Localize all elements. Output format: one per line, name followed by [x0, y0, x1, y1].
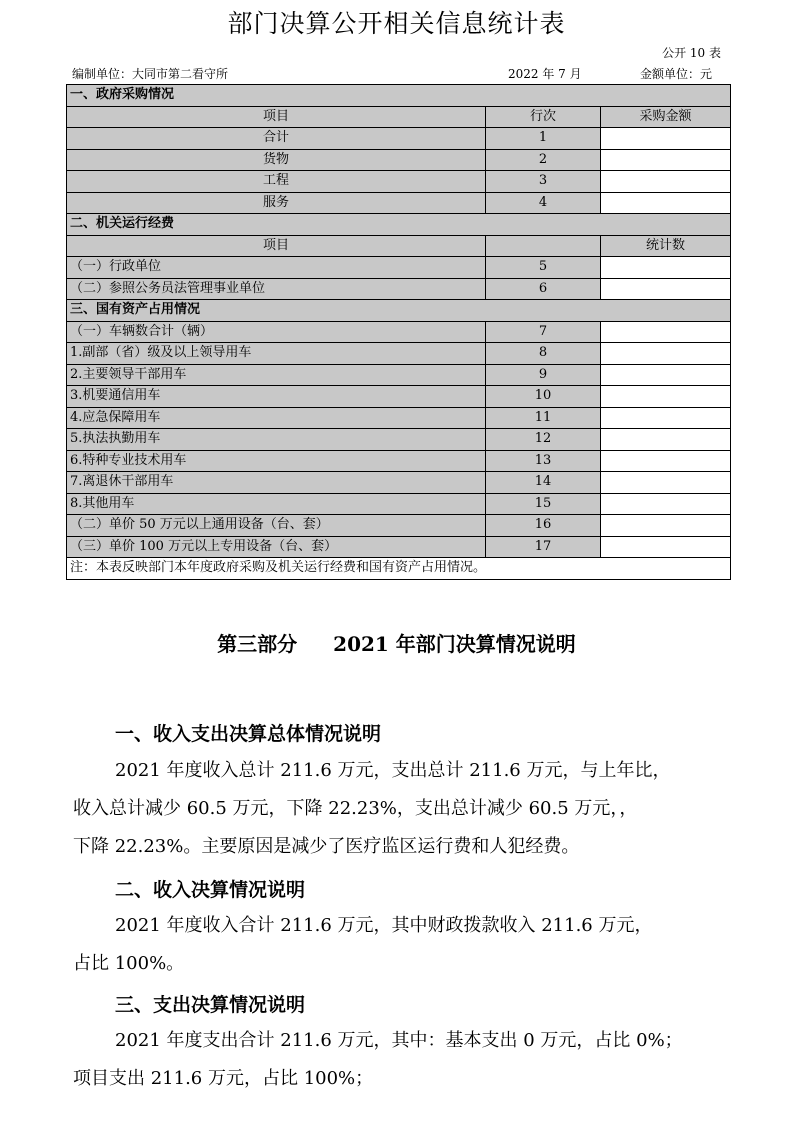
column-header: 项目 — [67, 106, 486, 128]
report-date: 2022 年 7 月 — [508, 67, 582, 81]
table-note: 注：本表反映部门本年度政府采购及机关运行经费和国有资产占用情况。 — [67, 558, 731, 580]
table-row — [67, 472, 731, 494]
item-cell: （一）车辆数合计（辆） — [67, 321, 486, 343]
row-number-cell: 11 — [486, 407, 601, 429]
item-cell: 1.副部（省）级及以上领导用车 — [67, 343, 486, 365]
value-cell — [601, 128, 731, 150]
value-cell — [601, 493, 731, 515]
column-header: 项目 — [67, 235, 486, 257]
item-cell: （二）参照公务员法管理事业单位 — [67, 278, 486, 300]
value-cell — [601, 364, 731, 386]
item-cell: 服务 — [67, 192, 486, 214]
value-cell — [601, 407, 731, 429]
item-cell: （二）单价 50 万元以上通用设备（台、套） — [67, 515, 486, 537]
table-row — [67, 407, 731, 429]
section3-paragraph — [73, 1022, 723, 1098]
section-title: 一、政府采购情况 — [67, 85, 731, 107]
section-row — [67, 214, 731, 236]
item-cell: 2.主要领导干部用车 — [67, 364, 486, 386]
table-row — [67, 429, 731, 451]
form-number: 公开 10 表 — [662, 46, 721, 60]
value-cell — [601, 450, 731, 472]
table-row — [67, 493, 731, 515]
row-number-cell: 4 — [486, 192, 601, 214]
value-cell — [601, 257, 731, 279]
currency-unit: 金额单位：元 — [640, 67, 713, 81]
row-number-cell: 14 — [486, 472, 601, 494]
item-cell: （三）单价 100 万元以上专用设备（台、套） — [67, 536, 486, 558]
row-number-cell: 1 — [486, 128, 601, 150]
section2-line: 占比 100%。 — [73, 953, 185, 974]
value-cell — [601, 429, 731, 451]
value-cell — [601, 278, 731, 300]
table-row — [67, 257, 731, 279]
section1-heading: 一、收入支出决算总体情况说明 — [115, 723, 382, 745]
section2-line: 2021 年度收入合计 211.6 万元，其中财政拨款收入 211.6 万元， — [115, 915, 653, 936]
table-row — [67, 515, 731, 537]
item-cell: 5.执法执勤用车 — [67, 429, 486, 451]
table-row — [67, 386, 731, 408]
item-cell: 3.机要通信用车 — [67, 386, 486, 408]
section-title: 二、机关运行经费 — [67, 214, 731, 236]
table-row — [67, 343, 731, 365]
statistics-table — [66, 84, 731, 580]
column-header — [486, 235, 601, 257]
section2-heading: 二、收入决算情况说明 — [115, 879, 306, 901]
row-number-cell: 16 — [486, 515, 601, 537]
item-cell: 8.其他用车 — [67, 493, 486, 515]
value-cell — [601, 321, 731, 343]
value-cell — [601, 536, 731, 558]
section1-line: 2021 年度收入总计 211.6 万元，支出总计 211.6 万元，与上年比， — [115, 760, 671, 781]
row-number-cell: 5 — [486, 257, 601, 279]
value-cell — [601, 386, 731, 408]
part-label: 第三部分 — [217, 632, 298, 656]
column-header: 统计数 — [601, 235, 731, 257]
value-cell — [601, 515, 731, 537]
row-number-cell: 6 — [486, 278, 601, 300]
item-cell: （一）行政单位 — [67, 257, 486, 279]
section3-line: 项目支出 211.6 万元，占比 100%； — [73, 1068, 374, 1089]
section-title: 三、国有资产占用情况 — [67, 300, 731, 322]
row-number-cell: 15 — [486, 493, 601, 515]
section3-line: 2021 年度支出合计 211.6 万元，其中：基本支出 0 万元，占比 0%； — [115, 1030, 683, 1051]
item-cell: 货物 — [67, 149, 486, 171]
table-row — [67, 128, 731, 150]
header-row — [67, 235, 731, 257]
value-cell — [601, 343, 731, 365]
column-header: 行次 — [486, 106, 601, 128]
item-cell: 合计 — [67, 128, 486, 150]
row-number-cell: 2 — [486, 149, 601, 171]
row-number-cell: 13 — [486, 450, 601, 472]
part-title: 2021 年部门决算情况说明 — [333, 632, 576, 656]
table-row — [67, 450, 731, 472]
value-cell — [601, 192, 731, 214]
section1-line: 收入总计减少 60.5 万元，下降 22.23%，支出总计减少 60.5 万元，， — [73, 798, 638, 819]
header-row — [67, 106, 731, 128]
table-row — [67, 364, 731, 386]
row-number-cell: 7 — [486, 321, 601, 343]
section-row — [67, 85, 731, 107]
table-row — [67, 321, 731, 343]
section3-heading: 三、支出决算情况说明 — [115, 994, 306, 1016]
item-cell: 4.应急保障用车 — [67, 407, 486, 429]
table-row — [67, 149, 731, 171]
table-row — [67, 278, 731, 300]
note-row — [67, 558, 731, 580]
item-cell: 6.特种专业技术用车 — [67, 450, 486, 472]
column-header: 采购金额 — [601, 106, 731, 128]
table-row — [67, 192, 731, 214]
row-number-cell: 17 — [486, 536, 601, 558]
item-cell: 工程 — [67, 171, 486, 193]
value-cell — [601, 472, 731, 494]
row-number-cell: 8 — [486, 343, 601, 365]
value-cell — [601, 171, 731, 193]
compiling-unit: 编制单位：大同市第二看守所 — [72, 67, 229, 81]
row-number-cell: 12 — [486, 429, 601, 451]
section1-paragraph — [73, 752, 723, 866]
section1-line: 下降 22.23%。主要原因是减少了医疗监区运行费和人犯经费。 — [73, 836, 580, 857]
table-row — [67, 536, 731, 558]
row-number-cell: 3 — [486, 171, 601, 193]
row-number-cell: 10 — [486, 386, 601, 408]
section-row — [67, 300, 731, 322]
row-number-cell: 9 — [486, 364, 601, 386]
table-row — [67, 171, 731, 193]
section2-paragraph — [73, 907, 723, 983]
value-cell — [601, 149, 731, 171]
page-title: 部门决算公开相关信息统计表 — [227, 9, 566, 38]
item-cell: 7.离退休干部用车 — [67, 472, 486, 494]
part-heading — [0, 628, 793, 657]
